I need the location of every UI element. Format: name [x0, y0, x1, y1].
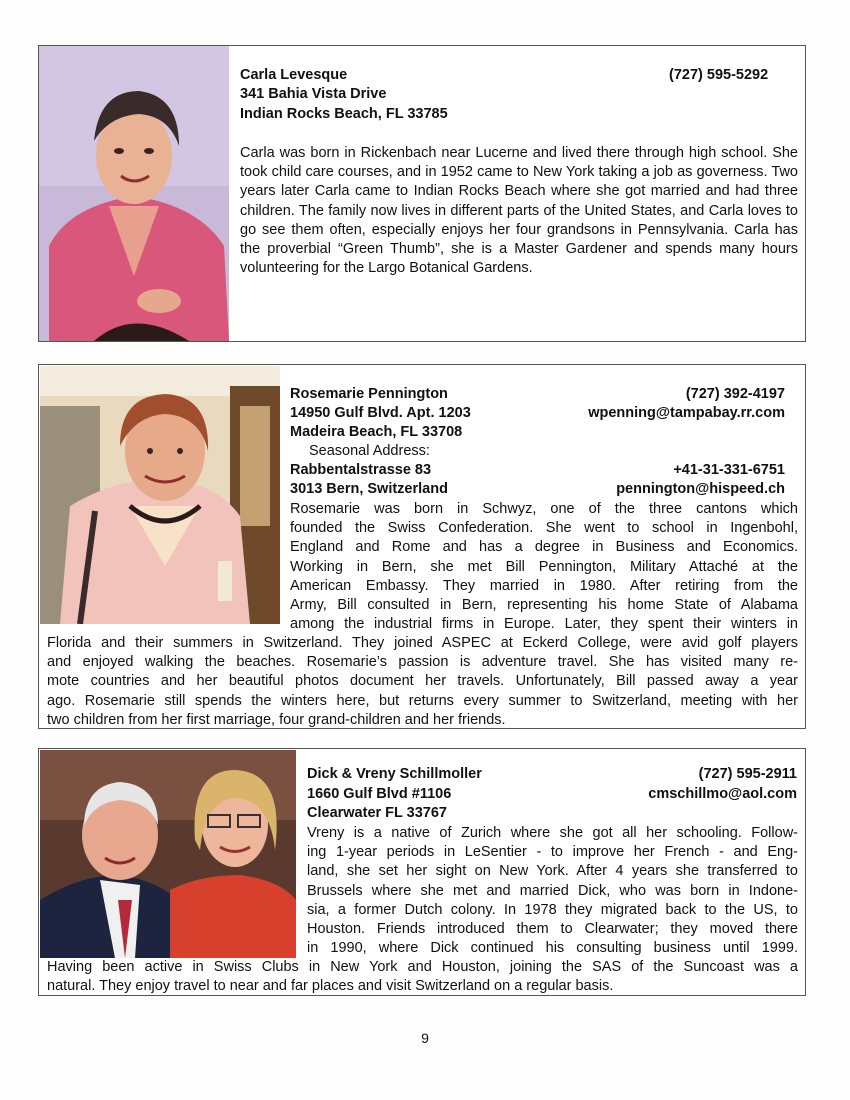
entry-phone: (727) 595-2911: [698, 766, 797, 782]
seasonal-phone: +41-31-331-6751: [673, 462, 785, 478]
entry-bio: Rosemarie was born in Schwyz, one of the three cantons which founded the Swiss Confederation. She went to school in Ingenbohl, England and Rome and has a degree in Business and Economics. Working in Bern, she met Bill Pennington, Military Attaché at the American Embassy. They married in 1980. After retiring from the Army, Bill consulted in Bern, representing his home State of Alabama among the industrial firms in Europe. Later, they spent their winters in: [290, 501, 798, 633]
entry-name: Rosemarie Pennington: [290, 386, 448, 402]
entry-card-schillmoller: [38, 748, 806, 996]
seasonal-address-line2: 3013 Bern, Switzerland: [290, 481, 448, 497]
entry-address-line1: 341 Bahia Vista Drive: [240, 86, 387, 102]
entry-name: Carla Levesque: [240, 67, 348, 83]
entry-name: Dick & Vreny Schillmoller: [307, 766, 482, 782]
seasonal-address-line1: Rabbentalstrasse 83: [290, 462, 432, 478]
entry-bio: Carla was born in Rickenbach near Lucerne and lived there through high school. She took child care courses, and in 1952 came to New York taking a job as governess. Two years later Carla came to Indian Rocks Beach where she got married and had three children. The family now lives in different parts of the United States, and Carla loves to go see them often, especially enjoys her four grandsons in Pennsylvania. Carla has the proverbial “Green Thumb”, she is a Master Gardener and spends many hours volunteering for the Largo Botanical Gardens.: [240, 145, 798, 277]
entry-address-line2: Indian Rocks Beach, FL 33785: [240, 106, 448, 122]
entry-address-line1: 14950 Gulf Blvd. Apt. 1203: [290, 405, 471, 421]
photo-dick-vreny-schillmoller: [40, 750, 296, 958]
entry-email: cmschillmo@aol.com: [648, 786, 797, 802]
page-number: 9: [421, 1030, 429, 1046]
seasonal-email: pennington@hispeed.ch: [616, 481, 785, 497]
entry-phone: (727) 595-5292: [669, 67, 769, 83]
entry-address-line2: Clearwater FL 33767: [307, 805, 447, 821]
photo-rosemarie-pennington: [40, 366, 280, 624]
entry-card-levesque: [38, 45, 806, 342]
entry-address-line1: 1660 Gulf Blvd #1106: [307, 786, 452, 802]
entry-address-line2: Madeira Beach, FL 33708: [290, 424, 463, 440]
photo-carla-levesque: [39, 46, 229, 341]
seasonal-address-label: Seasonal Address:: [309, 443, 430, 459]
entry-bio-continued: Florida and their summers in Switzerland. They joined ASPEC at Eckerd College, were avid golf players and enjoyed walking the beaches. Rosemarie’s passion is adventure travel. She has visited many re- mote countries and her beautiful photos document her travels. Unfortunately, Bill passed away a year ago. Rosemarie still spends the winters here, but returns every summer to Switzerland, meeting with her two children from her first marriage, four grand-children and her friends.: [47, 635, 798, 728]
entry-bio-continued: Having been active in Swiss Clubs in New York and Houston, joining the SAS of the Suncoast was a natural. They enjoy travel to near and far places and visit Switzerland on a regular basis.: [47, 959, 798, 995]
entry-card-pennington: [38, 364, 806, 729]
entry-email: wpenning@tampabay.rr.com: [588, 405, 785, 421]
entry-phone: (727) 392-4197: [685, 386, 785, 402]
entry-bio: Vreny is a native of Zurich where she got all her schooling. Follow- ing 1-year periods in LeSentier - to improve her French - and Eng- land, she set her sight on New York. After 4 years she transferred to Brussels where she met and married Dick, who was born in Indone- sia, a former Dutch colony. In 1978 they migrated back to the US, to Houston. Friends introduced them to Clearwater; they moved there in 1990, where Dick continued his consulting business until 1999.: [307, 825, 798, 957]
